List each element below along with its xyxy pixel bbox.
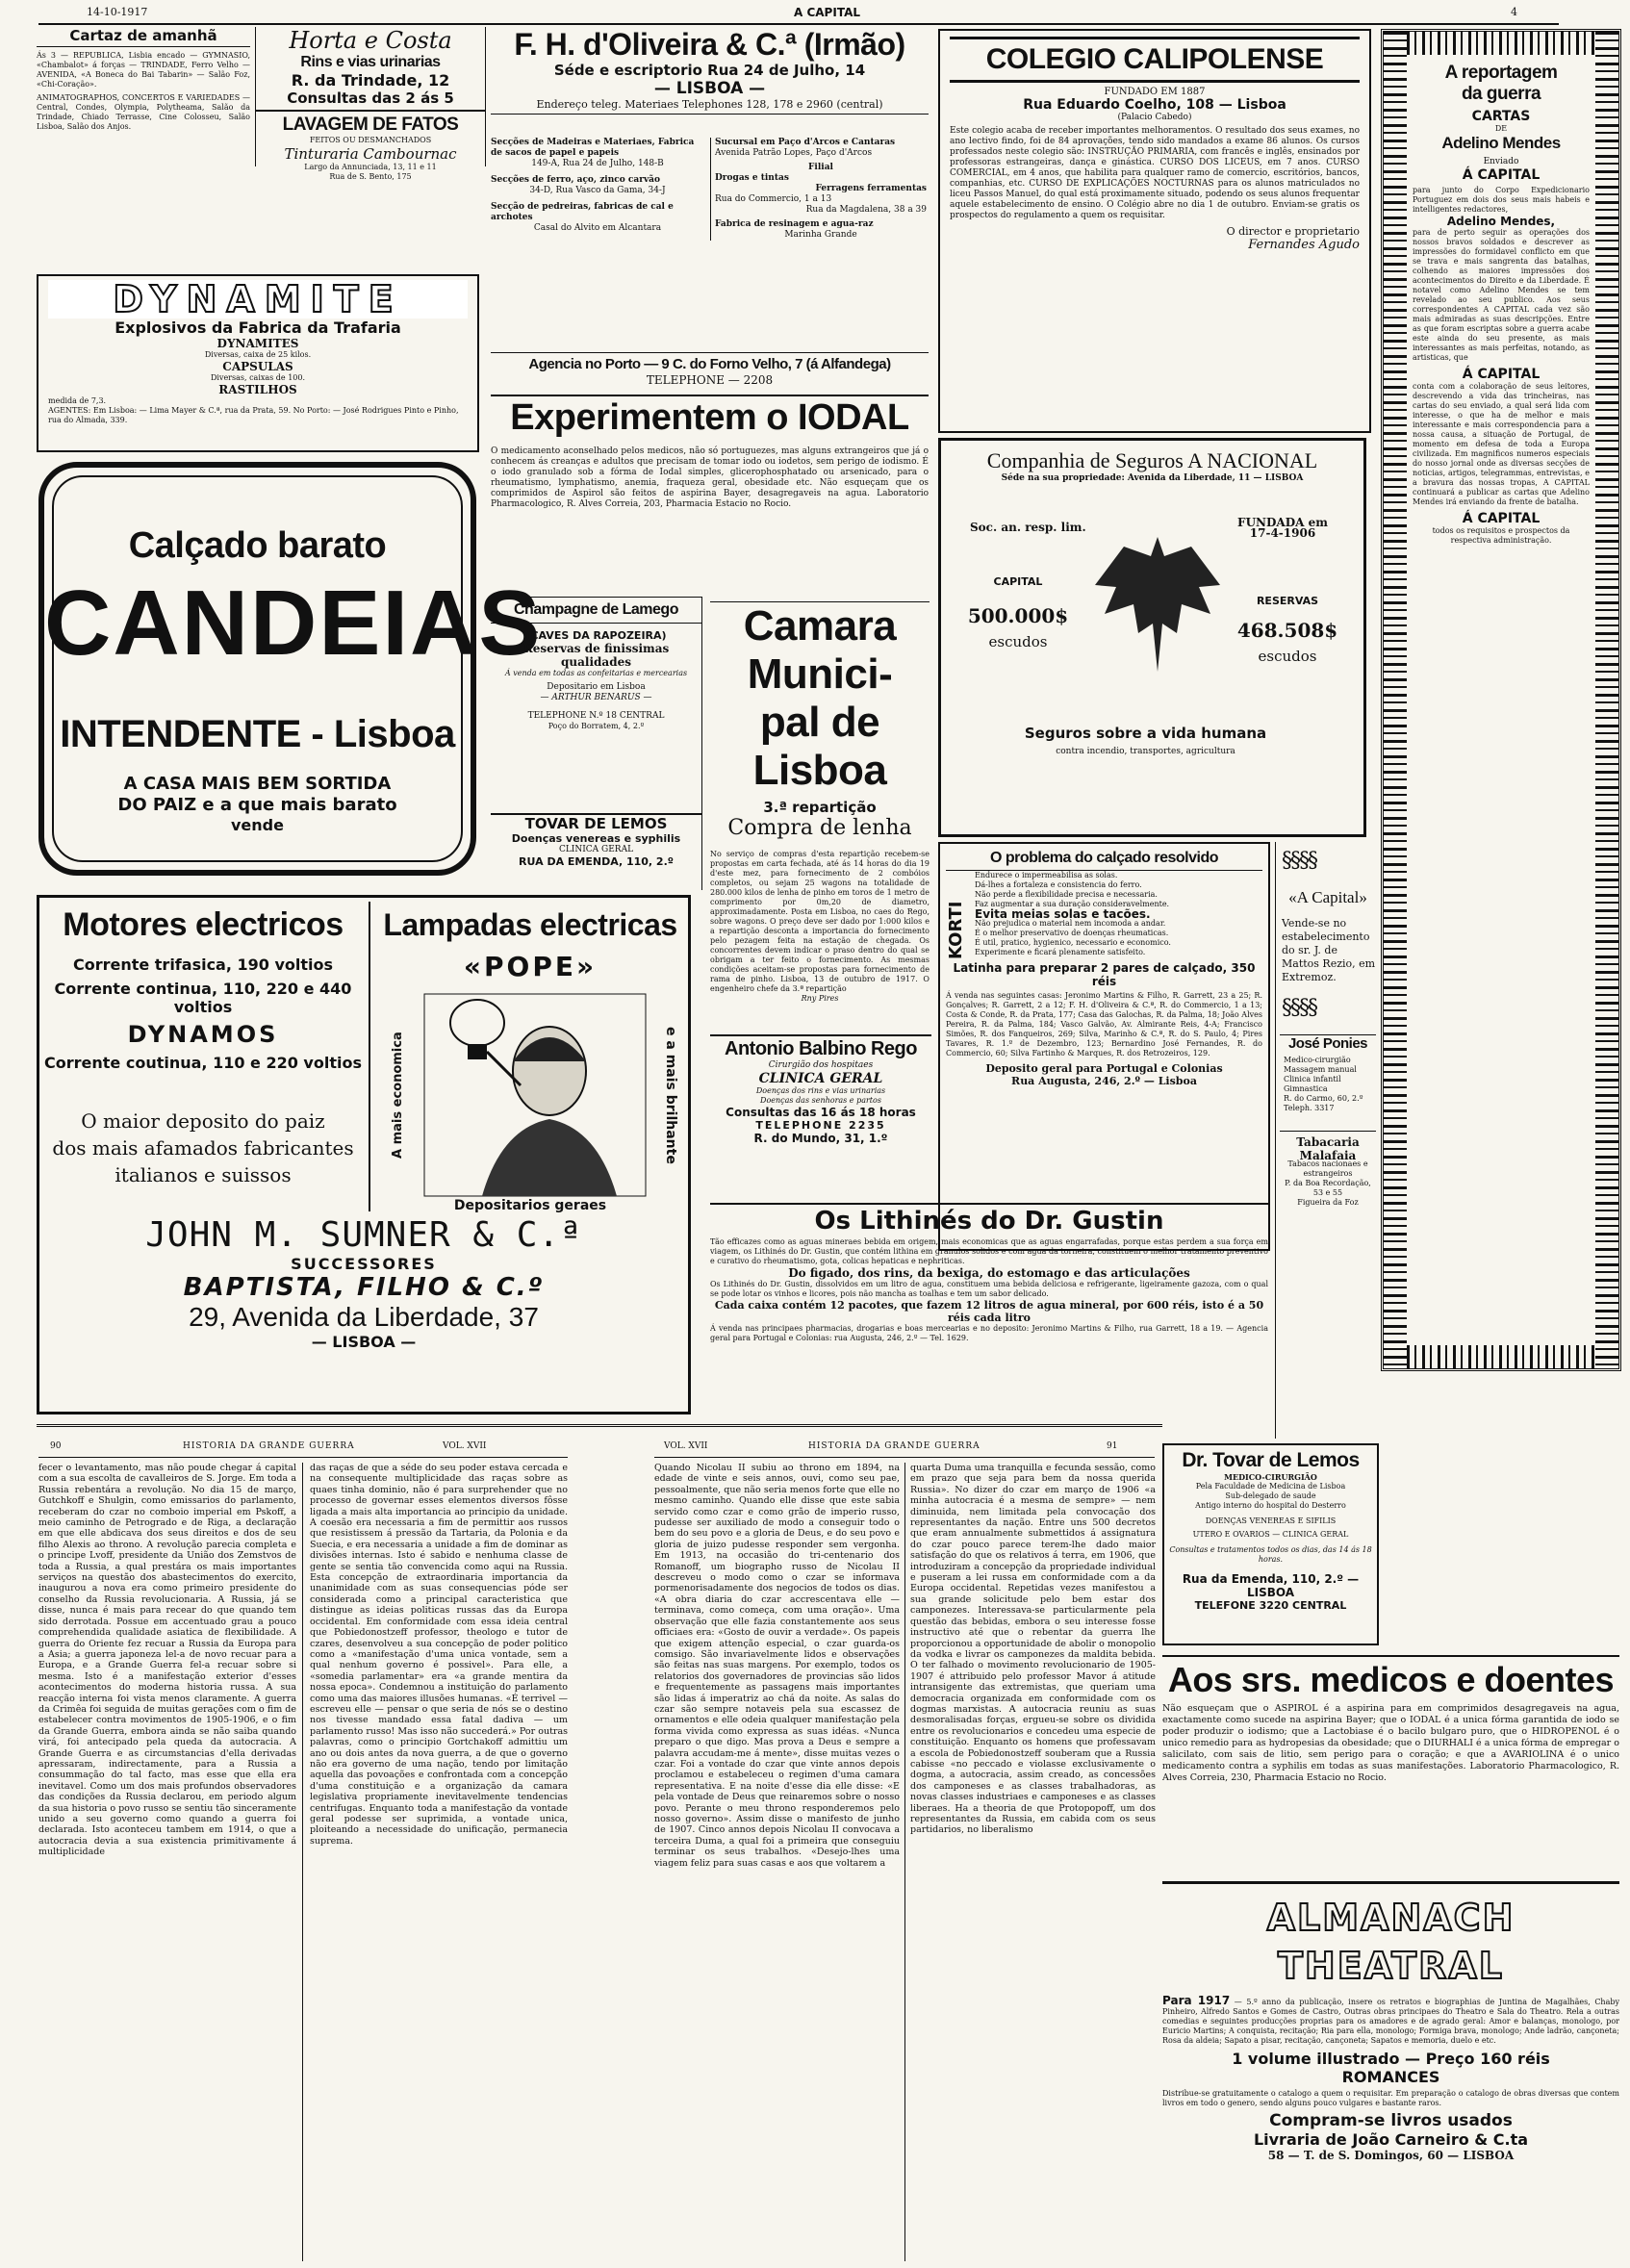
motores-line-3: DYNAMOS [127, 1021, 279, 1048]
masthead [10, 4, 1617, 23]
tovar2-line-1: MEDICO-CIRURGIÃO [1224, 1472, 1317, 1482]
cartaz-title: Cartaz de amanhã [37, 27, 250, 47]
tabacaria-line-2: P. da Boa Recordação, 53 e 55 [1285, 1179, 1371, 1197]
medicos-block [1162, 1655, 1619, 1886]
calcado-block [938, 842, 1270, 1251]
lamp-man-illustration-icon [424, 994, 646, 1196]
tovar1-line-1: Doenças venereas e syphilis [511, 832, 681, 845]
lampadas-title: Lampadas electricas [383, 907, 677, 942]
colegio-title: COLEGIO CALIPOLENSE [950, 37, 1360, 83]
motores-line-4: Corrente coutinua, 110 e 220 voltios [44, 1054, 362, 1072]
dynamite-block [37, 274, 479, 452]
nacional-line-2: Soc. an. resp. lim. [970, 521, 1086, 534]
champagne-line-3: Á venda em todas as confeitarias e mercearias [504, 669, 688, 677]
greek-key-left-border-icon [1384, 32, 1407, 1368]
iodal-body: O medicamento aconselhado pelos medicos, não só portuguezes, mas alguns extrangeiros que já o conhecem ás creanças e adultos que precisam de tomar iodo ou iodetos, sem perigo de iodismo. É o iodo granulado sob a fórma de Iodal simples, glicerophosphatado ou arsenicado, para o rheumatismo, lymphatismo, anemia, fraqueza geral, obesidade etc. Não esqueçam que os comprimidos de Aspirol são feitos de aspirina Bayer, desagregaveis na agua. Laboratorio Pharmacologico, R. Alves Correia, 203, Pharmacia Estacio no Rocio. [491, 446, 929, 509]
champagne-line-7: Poço do Borratem, 4, 2.º [548, 722, 645, 730]
decor-band-2-icon: §§§§ [1282, 996, 1316, 1020]
capital-vende-title: «A Capital» [1288, 888, 1367, 906]
lampadas-line-2: Depositarios geraes [453, 1198, 607, 1213]
dynamite-line-1: Explosivos da Fabrica da Trafaria [115, 319, 401, 337]
historia-col-2: das raças de que a séde do seu poder estava cercada e na consequente multiplicidade das raças sobre as quaes tinha dominio, não é para surprehender que no processo de governar esses elementos diversos fôsse ligada a mais alta importancia ao principio da unidade. A coesão era necessaria a fim de permittir aos russos que resistissem á pressão da Tartaria, da Polonia e da Suecia, e era necessaria a unidade a fim de dominar as divisões internas. Isto é sabido e nenhuma classe de gente se sentia tão convencida como aqui na Russia. Esta concepção de extraordinaria importancia da unanimidade com as suas consequencias póde ser considerada como a principal caracteristica que distingue as ideias politicas russas das da Europa occidental. Em conformidade com essa ideia central que Pobiedonostzeff professor, theologo e tutor de czares, desenvolveu a sua concepção de poder politico como a «manifestação d'uma unica vontade, sem a qual nenhum governo é possivel». Para elle, a «somedia parlamentar» era «a grande mentira da nossa epoca». Condemnou a instituição do parlamento como uma das maiores illusões humanas. «É terrivel — escreveu elle — pensar o que seria de nós se o destino nos tivesse mandado essa fatal dadiva — um parlamento russo! Mas isso não succederá.» Por outras palavras, como o principio Gortchakoff admittiu um ano ou dois antes da nova guerra, a de que o governo não era governo de uma nação, tendo por limitação aquella das povoações e confrontada com a concepção d'uma constituição e a organização da camara legislativa propriamente inevitavelmente tendencias centrifugas. Enquanto toda a manifestação da vontade geral podesse ser suprimida, a vontade unica, ploiteando a necessidade do unificação, permanecia suprema. [310, 1463, 568, 1847]
tovar1-line-3: RUA DA EMENDA, 110, 2.º [519, 855, 674, 868]
sumner-line-2: SUCCESSORES [291, 1255, 437, 1273]
camara-line-3: 3.ª repartição [763, 799, 877, 816]
greek-key-top-border-icon [1407, 32, 1595, 55]
almanach-title: ALMANACH THEATRAL [1266, 1897, 1515, 1987]
historia-col-1: fecer o levantamento, mas não poude chegar á capital com a sua escolta de cavalleiros de S. Jorge. Em toda a Russia rebentára a revolução. No dia 15 de março, Gutchkoff e Shulgin, como emissarios do parlamento, receberam do czar no comboio imperial em Pskoff, a meio caminho de Petrogrado e de Riga, a declaração em que elle abdicava dos seus direitos e dos de seu filho Alexis ao throno. A revolução parecia completa e o principe Lvoff, presidente da União dos Zemstvos de toda a Russia, a qual prestára os mais importantes serviços na questão dos abastecimentos do exercito, inaugurou a nova era como primeiro presidente do conselho da Russia revolucionaria. A Russia, já se disse, nunca é mais para recear do que quando tem sido derrotada. Possue em accentuado grau a pouco comprehendida qualidade asiatica de flexibilidade. A guerra do Oriente fez recuar a Russia da Europa para a Asia; a guerra japoneza lel-a de novo recuar para a Europa, e a Grande Guerra fel-a recuar sobre si mesma. Isto é a manifestação exterior d'esses acontecimentos do moderna historia russa. A sua reacção interna foi vista menos claramente. A guerra da Crimêa foi seguida de muitas gerações com o fim de estabelecer contra movimentos de 1905-1906, e o fim da Grande Guerra, embora ainda se não saiba quando virá, foi antecipado pela queda da autocracia. A Grande Guerra e as circumstancias d'ella derivadas apressaram, indirectamente, para a Russia a consummação do tal facto, mas esse que ella era inevitavel. Como um dos mais profundos observadores das condições da Russia declarou, em periodo algum da sua historia o povo russo se sentiu tão sinceramente unido a seu governo como quando a guerra foi declarada. Isto aconteceu tambem em 1914, o que a autocracia devia a sua existencia primitivamente á multiplicidade [38, 1463, 296, 1858]
calcado-line-1: Endurece o impermeabilisa as solas. [975, 871, 1118, 879]
nacional-title: Companhia de Seguros A NACIONAL [986, 448, 1318, 472]
iodal-title: Experimentem o IODAL [510, 397, 909, 438]
colegio-line-4: O director e proprietario [1226, 225, 1360, 238]
historia-right-page: 91 [1107, 1441, 1118, 1451]
calcado-line-4: Faz augmentar a sua duração consideravelmente. [975, 900, 1170, 908]
candeias-line-6: vende [231, 816, 284, 834]
tovar2-line-9: TELEFONE 3220 CENTRAL [1194, 1599, 1347, 1612]
gustin-block [710, 1203, 1268, 1410]
nacional-reserves-unit: escudos [1258, 648, 1317, 665]
almanach-line-3: ROMANCES [1341, 2068, 1440, 2086]
candeias-line-4: A CASA MAIS BEM SORTIDA [123, 774, 392, 794]
rego-title: Antonio Balbino Rego [725, 1038, 917, 1059]
dynamite-title: DYNAMITE [48, 280, 468, 319]
rego-block [710, 1034, 931, 1198]
calcado-line-10: Latinha para preparar 2 pares de calçado, 350 réis [953, 961, 1256, 988]
historia-left-header [38, 1439, 568, 1458]
rego-line-6: TELEPHONE 2235 [755, 1119, 886, 1132]
tabacaria-line-3: Figueira da Foz [1297, 1198, 1359, 1207]
candeias-block [38, 462, 543, 876]
oliveira-a5: Secção de pedreiras, fabricas de cal e archotes [491, 202, 674, 222]
nacional-reserves-value: 468.508$ [1236, 619, 1338, 642]
calcado-side-label: KORTI [946, 901, 966, 960]
almanach-block [1162, 1881, 1619, 2261]
camara-body: No serviço de compras d'esta repartição recebem-se propostas em carta fechada, até ás 14 horas do dia 19 d'este mez, para fornecimento de 2 combóios completos, ou sejam 25 wagons na totalidade de 280.000 kilos de lenha de pinho em toros de 1 metro de comprimento por 0m,20 de diametro, approximadamente. Posta em Lisboa, no caes do Rego, sobre wagons. O preço deve ser dado por 1:000 kilos e a repartição desconta a importancia do fornecimento pelo pezagem feita na estação de chegada. Os concorrentes devem indicar o praso dentro do qual se obrigam a ter feito o fornecimento. As mesmas condições aceitam-se propostas para fornecimento de rama de pinho. Lisboa, 13 de outubro de 1917. O engenheiro chefe da 3.ª repartição [710, 850, 930, 993]
colegio-line-3: (Palacio Cabedo) [1117, 113, 1192, 122]
lavagem-line-2: Tinturaria Cambournac [284, 145, 457, 163]
ponies-line-1: Medico-cirurgião [1284, 1056, 1351, 1064]
eagle-emblem-icon [1085, 527, 1230, 681]
rego-line-4: Doenças das senhoras e partos [760, 1096, 881, 1105]
nacional-capital-unit: escudos [988, 633, 1048, 650]
tovar1-title: TOVAR DE LEMOS [524, 815, 668, 832]
historia-left-title: HISTORIA DA GRANDE GUERRA [183, 1441, 355, 1451]
tovar1-block [491, 813, 702, 890]
candeias-line-2: CANDEIAS [44, 572, 543, 675]
candeias-line-1: Calçado barato [128, 525, 387, 566]
nacional-line-3: FUNDADA em 17-4-1906 [1237, 516, 1328, 540]
calcado-title: O problema do calçado resolvido [946, 850, 1262, 871]
sumner-line-1: JOHN M. SUMNER & C.ª [145, 1215, 582, 1255]
greek-key-bottom-border-icon [1407, 1345, 1595, 1368]
historia-col-3: Quando Nicolau II subiu ao throno em 1894, na edade de vinte e seis annos, ouvi, como seu pae, pessoalmente, que não seria menos forte que elle no mesmo caminho. Quando elle disse que este sabia servido como czar e como grão de imperio russo, pudesse ser auxiliado de modo a conseguir todo o bem do seu povo e a gloria de Deus, e do seu povo e gloria de juizo pudesse responder sem vergonha. Em 1913, na occasião do tri-centenario dos Romanoff, um biographo russo de Nicolau II descreveu o modo como o czar se informava pormenorisadamente dos negocios de todos os dias. «A obra diaria do czar accrescentava elle — terminava, como começa, com uma oração». Uma observação que elle fazia constantemente aos seus officiaes era: «Gosto de ouvir a verdade». Os papeis que exigem attenção especial, o czar guarda-os comsigo. São invariavelmente lidos e observações são feitas nas suas margens. Por exemplo, todos os relatorios dos governadores de provincias são lidos e frequentemente as passagens mais importantes são lidas á imperatriz ao chá da noite. As salas do czar são sempre notaveis pela sua escassez de ornamentos e elle odeia qualquer manifestação pela forma vivida como expressa as suas idéas. «Nunca preparo o que digo. Mas prova a Deus e sempre a palavra accudam-me á mente», disse muitas vezes o czar. Foi a vontade do czar que vinte annos depois proclamou e estabeleceu o regimen d'uma camara representativa. E na noite d'esse dia elle disse: «E pela vontade de Deus que reinaremos sobre o nosso povo. Perante o meu throno responderemos pelo nosso governo». Assim disse o manifesto de junho de 1907. Cinco annos depois Nicolau II convocava a terceira Duma, a qual foi a primeira que conseguiu terminar os seus trabalhos. «Desejo-lhes uma viagem feliz para suas casas e aos que voltarem a [654, 1463, 900, 1869]
reportagem-line-10: Á CAPITAL [1462, 367, 1541, 382]
reportagem-line-8: para junto do Corpo Expedicionario Portuguez em dois dos seus mais habeis e intelligentes redactores, [1413, 186, 1590, 214]
motores-line-1: Corrente trifasica, 190 voltios [72, 956, 334, 974]
ponies-title: José Ponies [1280, 1034, 1376, 1052]
oliveira-block [491, 27, 929, 417]
historia-left-page: 90 [50, 1441, 62, 1451]
reportagem-line-7: Á CAPITAL [1462, 167, 1541, 183]
colegio-body: Este colegio acaba de receber importantes melhoramentos. O resultado dos seus exames, no ano lectivo findo, foi de 84 aprovações, tendo sido mandados a exame 86 alunos. Os cursos professados neste colegio são: INSTRUÇÃO PRIMARIA, com francês e inglês, ensinados por professoras estrangeiras, dança e ginástica. CURSO DOS LICEUS, em 7 anos. CURSO COMERCIAL, em 4 anos, que habilita para qualquer ramo de comercio, escritórios, bancos, companhias, etc. CURSO DE EXPLICAÇÕES NOCTURNAS para os alunos matriculados no liceu Passos Manuel, do qual está proximamente situado, podendo os seus alunos frequentar aquele estabelecimento de ensino. O Colégio abre no dia 1 de outubro. Enviam-se gratis os prospectos do regulamento a quem os requisitar. [950, 126, 1360, 220]
champagne-line-5: — ARTHUR BENARUS — [540, 693, 652, 702]
colegio-line-1: FUNDADO EM 1887 [1104, 87, 1206, 97]
champagne-block [491, 597, 702, 813]
tovar2-line-5: DOENÇAS VENEREAS E SIFILIS [1205, 1516, 1337, 1525]
camara-line-1: Camara Munici- [743, 602, 897, 698]
masthead-page: 4 [1511, 6, 1517, 18]
ponies-line-4: Gimnastica [1284, 1084, 1328, 1093]
oliveira-b4: Drogas e tintas [715, 173, 789, 183]
dynamite-line-3: Diversas, caixa de 25 kilos. [204, 350, 312, 359]
camara-line-4: Compra de lenha [727, 816, 912, 840]
oliveira-b5: Ferragens ferramentas [815, 184, 927, 193]
masthead-paper: A CAPITAL [794, 6, 861, 19]
nacional-reserves-label: RESERVAS [1256, 595, 1319, 607]
reportagem-line-6: Enviado [1483, 157, 1519, 166]
almanach-line-4: Distribue-se gratuitamente o catalogo a quem o requisitar. Em preparação o catalogo de obras diversas que contem livros em todo o genero, sendo alguns pouco vulgares e bastante raros. [1162, 2089, 1619, 2107]
almanach-line-5: Compram-se livros usados [1269, 2111, 1513, 2130]
tovar2-title: Dr. Tovar de Lemos [1182, 1449, 1360, 1471]
ponies-line-2: Massagem manual [1284, 1065, 1357, 1074]
lampadas-side-2: e a mais brilhante [663, 1026, 678, 1164]
motores-line-7: italianos e suissos [115, 1163, 292, 1186]
champagne-line-6: TELEPHONE N.º 18 CENTRAL [527, 711, 665, 721]
oliveira-b9: Marinha Grande [784, 230, 857, 240]
motores-block [37, 895, 691, 1414]
decor-band-icon: §§§§ [1282, 849, 1316, 873]
calcado-line-3: Não perde a flexibilidade precisa e necessaria. [975, 890, 1158, 899]
sumner-line-4: 29, Avenida da Liberdade, 37 [189, 1302, 539, 1332]
nacional-line-1: Séde na sua propriedade: Avenida da Liberdade, 11 — LISBOA [1001, 473, 1304, 483]
calcado-line-7: É o melhor preservativo de doenças rheumaticas. [975, 929, 1169, 937]
champagne-title: Champagne de Lamego [491, 598, 701, 624]
oliveira-tel: TELEPHONE — 2208 [646, 373, 774, 387]
oliveira-a6: Casal do Alvito em Alcantara [533, 223, 662, 233]
gustin-line-3: Á venda nas principaes pharmacias, drogarias e boas mercearias e no deposito: Jeronimo Martins & Filho, rua Garrett, 18 a 19. — Agencia geral para Portugal e Colonias: rua Augusta, 246, 2.º — Tel. 1629. [710, 1324, 1268, 1342]
nacional-block [938, 438, 1366, 837]
tovar1-line-2: CLINICA GERAL [558, 845, 634, 854]
camara-block [710, 601, 930, 1003]
calcado-line-6: Não prejudica o material nem incomoda a andar. [975, 919, 1166, 928]
dynamite-line-7: medida de 7,3. [48, 396, 107, 405]
oliveira-b1: Sucursal em Paço d'Arcos e Cantaras [715, 138, 896, 147]
calcado-line-12: Deposito geral para Portugal e Colonias [985, 1062, 1223, 1075]
reportagem-block [1381, 29, 1621, 1371]
horta-line-3: Consultas das 2 ás 5 [256, 89, 485, 112]
lampadas-side-1: A mais economica [391, 1032, 405, 1159]
reportagem-line-3: CARTAS [1471, 109, 1531, 124]
rego-line-2: CLINICA GERAL [758, 1071, 883, 1086]
colegio-line-5: Fernandes Agudo [1248, 238, 1360, 252]
calcado-line-5: Evita meias solas e tacões. [975, 907, 1151, 921]
reportagem-line-12: todos os requisitos e prospectos da respectiva administração. [1432, 526, 1570, 545]
masthead-rule [38, 23, 1559, 25]
nacional-capital-label: CAPITAL [993, 575, 1043, 588]
oliveira-line-3: Endereço teleg. Materiaes Telephones 128, 178 e 2960 (central) [491, 98, 929, 115]
rego-line-7: R. do Mundo, 31, 1.º [753, 1132, 888, 1145]
rego-line-5: Consultas das 16 ás 18 horas [726, 1106, 916, 1119]
medicos-title: Aos srs. medicos e doentes [1167, 1660, 1615, 1699]
nacional-capital-value: 500.000$ [967, 604, 1069, 627]
oliveira-b3: Filial [808, 163, 833, 172]
dynamite-line-5: Diversas, caixas de 100. [210, 373, 306, 382]
horta-block [255, 27, 486, 181]
ponies-line-6: Teleph. 3317 [1284, 1104, 1335, 1112]
lampadas-line-1: «POPE» [463, 951, 598, 982]
calcado-line-13: Rua Augusta, 246, 2.º — Lisboa [1011, 1075, 1197, 1087]
section-divider [37, 1424, 1162, 1427]
reportagem-body: para de perto seguir as operações dos nossos bravos soldados e descrever as impressões do formidavel conflicto em que se trava e mais sangrenta das batalhas, colhendo as maiores impressões dos acontecimentos do Direito e da Liberdade. É notavel como Adelino Mendes se tem revelado ao seu publico. Aos seus correspondentes A CAPITAL cada vez são mais admiradas as suas descripções. Entre as que foram escriptas sobre a guerra acabe este ainda do seu presente, as mais interessantes as mais perfeitas, notando, as artisticas, que [1413, 228, 1590, 362]
cartaz-text-1: Ás 3 — REPUBLICA, Lisbia encado — GYMNASIO, «Chambalot» á forças — TRINDADE, Ferro Velho — AVENIDA, «A Boneca do Bai Tabarin» — Salão Foz, «Chi-Coração». [37, 51, 250, 89]
tabacaria-line-1: Tabacos nacionaes e estrangeiros [1287, 1159, 1368, 1178]
horta-line-2: R. da Trindade, 12 [291, 71, 450, 89]
almanach-line-2: 1 volume illustrado — Preço 160 réis [1232, 2050, 1550, 2068]
motores-line-2: Corrente continua, 110, 220 e 440 voltios [54, 980, 352, 1016]
oliveira-agencia: Agencia no Porto — 9 C. do Forno Velho, 7 (á Alfandega) [491, 352, 929, 372]
motores-line-6: dos mais afamados fabricantes [52, 1136, 354, 1159]
camara-line-2: pal de Lisboa [752, 699, 887, 794]
nacional-line-4: Seguros sobre a vida humana [1024, 725, 1267, 742]
oliveira-a4: 34-D, Rua Vasco da Gama, 34-J [529, 186, 666, 195]
ponies-line-5: R. do Carmo, 60, 2.º [1284, 1094, 1363, 1103]
oliveira-title: F. H. d'Oliveira & C.ª (Irmão) [514, 27, 905, 62]
almanach-line-1: Para 1917 [1162, 1994, 1231, 2007]
colegio-block [938, 29, 1371, 433]
capital-vende-text: Vende-se no estabelecimento do sr. J. de Mattos Rezio, em Extremoz. [1282, 917, 1376, 983]
tabacaria-title: Tabacaria Malafaia [1280, 1131, 1376, 1162]
gustin-line-1: Do figado, dos rins, da bexiga, do estomago e das articulações [788, 1266, 1190, 1280]
historia-col-4: quarta Duma uma tranquilla e fecunda sessão, como em prazo que seja para bem da nossa querida Russia». No dizer do czar em março de 1906 «a minha autocracia é a mesma de sempre» — nem diminuida, nem limitada pela convocação dos representantes da nação. Entre uns 500 decretos que eram annualmente submettidos á assignatura do czar pouco parece terem-lhe dado maior satisfação do que os relativos á terra, em 1906, que introduziram a concepção da propriedade individual e puseram a lei russa em conformidade com a da Europa occidental. Repetidas vezes manifestou a sua grande solicitude pelo bem estar dos camponezes. Interessava-se particularmente pela questão das bebidas, embora o seu interesse fosse instructivo até que o rebentar da guerra lhe proporcionou a opportunidade de abolir o monopolio da vodka e livrar os camponezes da maldita bebida. O ter falhado o movimento revolucionario de 1905-1907 é attribuido pelo professor Mavor á atitude intransigente das extremistas, que queriam uma democracia organizada em conformidade com os dogmas marxistas. A autocracia reuniu as suas desmoralisadas forças, ergueu-se sobre os dividida entre os revolucionarios e concedeu uma especie de constituição. Enquanto os homens que professavam a escola de Pobiedonostzeff souberam que a Russia cabisse «no peccado e violasse exclusivamente o dogma, a autocracia, assim creado, as concessões dos camponeses e as classes trabalhadoras, as novas classes industriaes e camponeses e as classes liberaes. Ha a theoria de que Protopopoff, um dos representantes da Russia, em cabida com os seus partidarios, no liberalismo [910, 1463, 1156, 1836]
calcado-line-9: Experimente e ficará plenamente satisfeito. [975, 948, 1146, 956]
oliveira-line-1: Séde e escriptorio Rua 24 de Julho, 14 [553, 62, 866, 79]
reportagem-line-1: A reportagem [1444, 63, 1558, 83]
calcado-line-2: Dá-lhes a fortaleza e consistencia do ferro. [975, 880, 1142, 889]
oliveira-b7: Rua da Magdalena, 38 a 39 [805, 205, 927, 215]
oliveira-left-col [491, 138, 704, 234]
oliveira-b8: Fabrica de resinagem e agua-raz [715, 219, 874, 229]
almanach-line-7: 58 — T. de S. Domingos, 60 — LISBOA [1267, 2149, 1515, 2162]
dynamite-line-8: AGENTES: Em Lisboa: — Lima Mayer & C.ª, rua da Prata, 59. No Porto: — José Rodrigues Pinto e Pinho, rua do Almada, 339. [48, 406, 459, 424]
horta-line-1: Rins e vias urinarias [300, 54, 441, 70]
reportagem-line-11: Á CAPITAL [1462, 511, 1541, 526]
reportagem-line-4: DE [1494, 124, 1508, 133]
tovar2-line-2: Pela Faculdade de Medicina de Lisboa [1195, 1482, 1346, 1491]
right-small-ads [1275, 842, 1381, 1439]
greek-key-right-border-icon [1595, 32, 1618, 1368]
ponies-line-3: Clinica infantil [1284, 1075, 1341, 1083]
champagne-line-2: Reservas de finissimas qualidades [522, 642, 670, 669]
oliveira-b6: Rua do Commercio, 1 a 13 [715, 194, 832, 204]
reportagem-line-5: Adelino Mendes [1441, 134, 1561, 152]
cartaz-text-2: ANIMATOGRAPHOS, CONCERTOS E VARIEDADES — Central, Condes, Olympia, Polytheama, Salão da Trindade, Chiado Terrasse, Cine Colosseu, Salão Lisboa, Salão dos Anjos. [37, 93, 250, 131]
tovar2-line-4: Antigo interno do hospital do Desterro [1195, 1501, 1346, 1510]
calcado-line-11: Á venda nas seguintes casas: Jeronimo Martins & Filho, R. Garrett, 23 a 25; R. Gonçalves; R. Garrett, 2 a 12; F. H. d'Oliveira & C.ª, R. do Commercio, 1 a 13; Costa & Conde, R. da Prata, 177; Casa das Galochas, R. da Palma, 18; João Alves Pereira, R. da Palma, 184; Vasco Galvão, Av. Almirante Reis, 4-A; Francisco Simões, R. dos Fanqueiros, 269; Silva, Marinho & C.ª, R. do S. Paulo, 4; Pires Tavares, R. 1.º de Dezembro, 123; Bernardino José Fernandes, R. do Commercio, 60; Silva Fartinho & Marques, R. dos Retrozeiros, 129. [946, 991, 1262, 1058]
tabacaria-text [1282, 1159, 1374, 1208]
tovar2-line-8: Rua da Emenda, 110, 2.º — LISBOA [1182, 1572, 1360, 1599]
dynamite-line-4: CAPSULAS [222, 360, 293, 373]
masthead-date: 14-10-1917 [87, 6, 148, 18]
camara-signature: Rny Pires [801, 994, 839, 1003]
ponies-text [1284, 1056, 1376, 1113]
tovar2-block [1162, 1443, 1379, 1645]
gustin-line-2: Cada caixa contém 12 pacotes, que fazem 12 litros de agua mineral, por 600 réis, isto é a 50 réis cada litro [714, 1299, 1264, 1324]
reportagem-line-2: da guerra [1461, 84, 1541, 104]
lavagem-title: LAVAGEM DE FATOS [282, 115, 459, 135]
oliveira-a2: 149-A, Rua 24 de Julho, 148-B [531, 159, 664, 168]
calcado-line-8: É util, pratico, hygienico, necessario e economico. [975, 938, 1171, 947]
dynamite-line-2: DYNAMITES [216, 337, 299, 350]
oliveira-a1: Secções de Madeiras e Materiaes, Fabrica de sacos de papel e papeis [491, 138, 695, 158]
oliveira-line-2: — LISBOA — [653, 79, 766, 98]
nacional-line-5: contra incendio, transportes, agricultura [1056, 747, 1235, 756]
candeias-line-3: INTENDENTE - Lisboa [60, 713, 455, 755]
historia-left-vol: VOL. XVII [443, 1441, 487, 1451]
tovar2-line-3: Sub-delegado de saude [1225, 1491, 1316, 1500]
iodal-block [491, 395, 929, 563]
champagne-line-4: Depositario em Lisboa [547, 682, 646, 692]
lavagem-sub: FEITOS OU DESMANCHADOS [309, 136, 432, 144]
almanach-body: — 5.º anno da publicação, insere os retratos e biographias de Juntina de Magalhães, Chaby Pinheiro, Alfredo Santos e Gomes de Castro, Outras obras principaes do Theatro e Sala do Theatro. Rela a outras comedias e seguintes producções proprias para os amadores e de agrado geral: Amor e balanças, monologo, por Euricio Martins; A conquista, recitação; Ria para ella, monologo; Formiga brava, monologo; Ande ladrão, cançoneta; Rosa da aldeia; Sapato a pisar, recitação, cançoneta; Sapatos e memoria, duelo e etc. [1162, 1998, 1619, 2045]
historia-right-vol: VOL. XVII [664, 1441, 708, 1451]
colegio-line-2: Rua Eduardo Coelho, 108 — Lisboa [1023, 97, 1286, 113]
historia-right-header [654, 1439, 1155, 1458]
rego-line-1: Cirurgião dos hospitaes [768, 1060, 874, 1070]
lavagem-line-3: Largo da Annunciada, 13, 11 e 11 [304, 163, 437, 171]
oliveira-a3: Secções de ferro, aço, zinco carvão [491, 175, 661, 185]
dynamite-line-6: RASTILHOS [218, 383, 297, 396]
sumner-line-3: BAPTISTA, FILHO & C.º [183, 1273, 545, 1302]
motores-title: Motores electricos [63, 906, 344, 943]
oliveira-b2: Avenida Patrão Lopes, Paço d'Arcos [715, 148, 873, 158]
horta-title: Horta e Costa [289, 27, 452, 54]
historia-right-title: HISTORIA DA GRANDE GUERRA [808, 1441, 981, 1451]
medicos-body: Não esqueçam que o ASPIROL é a aspirina para em comprimidos desagregaveis na agua, exactamente como sucede na aspirina Bayer; que o IODAL é a unica fórma garantida de iodo se poder produzir o iodismo; que a Lactobiase é o bacilo bulgaro puro, que o HIDROPENOL é o unico remedio para as hydropesias da obesidade; que o DIURHALI é a unica fórma de empregar o salicilato, com sais de litio, sem perigo para o coração; e que a AVARIOLINA é o unico medicamento contra a syphilis em todas as suas manifestações. Laboratorio Pharmacologico, R. Alves Correia, 230, Pharmacia Estacio no Rocio. [1162, 1703, 1619, 1783]
reportagem-line-9: Adelino Mendes, [1446, 215, 1556, 228]
reportagem-body-2: conta com a colaboração de seus leitores, descrevendo a vida das trincheiras, nas cartas do seu enviado, a qual será lida com interesse, o que ha de melhor e mais interessante e mais correspondencia para a nossa causa, a situação de Portugal, de momento em defesa de toda a Europa civilizada. Em magnificos numeros especiais do nosso jornal onde as diversas secções de noticias, artigos, telegrammas, entrevistas, e a bravura das nossas tropas, A CAPITAL continuará a publicar as cartas que Adelino Mendes irá enviando da frente de batalha. [1413, 382, 1590, 506]
candeias-line-5: DO PAIZ e a que mais barato [117, 795, 397, 815]
tovar2-line-7: Consultas e tratamentos todos os dias, das 14 ás 18 horas. [1169, 1545, 1372, 1564]
gustin-body: Tão efficazes como as aguas mineraes bebida em origem, mais economicas que as aguas engarrafadas, porque estas perdem a sua força em viagem, os Lithinés do Dr. Gustin, que contém lithina em granulos solidos e com agua da torneira, constituem o melhor tratamento preventivo e curativo do rheumatismo, gota, colicas hepaticas e nephriticas. [710, 1237, 1268, 1265]
gustin-body-2: Os Lithinés do Dr. Gustin, dissolvidos em um litro de agua, constituem uma bebida deliciosa e refrigerante, ligeiramente gazoza, com o qual se pode lotar os vinhos e licores, pois não mancha as toalhas e tem um sabor delicado. [710, 1280, 1268, 1298]
sumner-line-5: — LISBOA — [311, 1333, 417, 1351]
almanach-line-6: Livraria de João Carneiro & C.ta [1253, 2130, 1529, 2149]
motores-line-5: O maior deposito do paiz [81, 1109, 325, 1133]
oliveira-right-col [710, 138, 927, 241]
tovar2-line-6: UTERO E OVARIOS — CLINICA GERAL [1192, 1530, 1349, 1539]
lavagem-line-4: Rua de S. Bento, 175 [329, 172, 412, 181]
champagne-line-1: (CAVES DA RAPOZEIRA) [525, 629, 667, 642]
rego-line-3: Doenças dos rins e vias urinarias [755, 1086, 886, 1095]
cartaz-block [37, 27, 250, 171]
gustin-title: Os Lithinés do Dr. Gustin [814, 1207, 1164, 1236]
